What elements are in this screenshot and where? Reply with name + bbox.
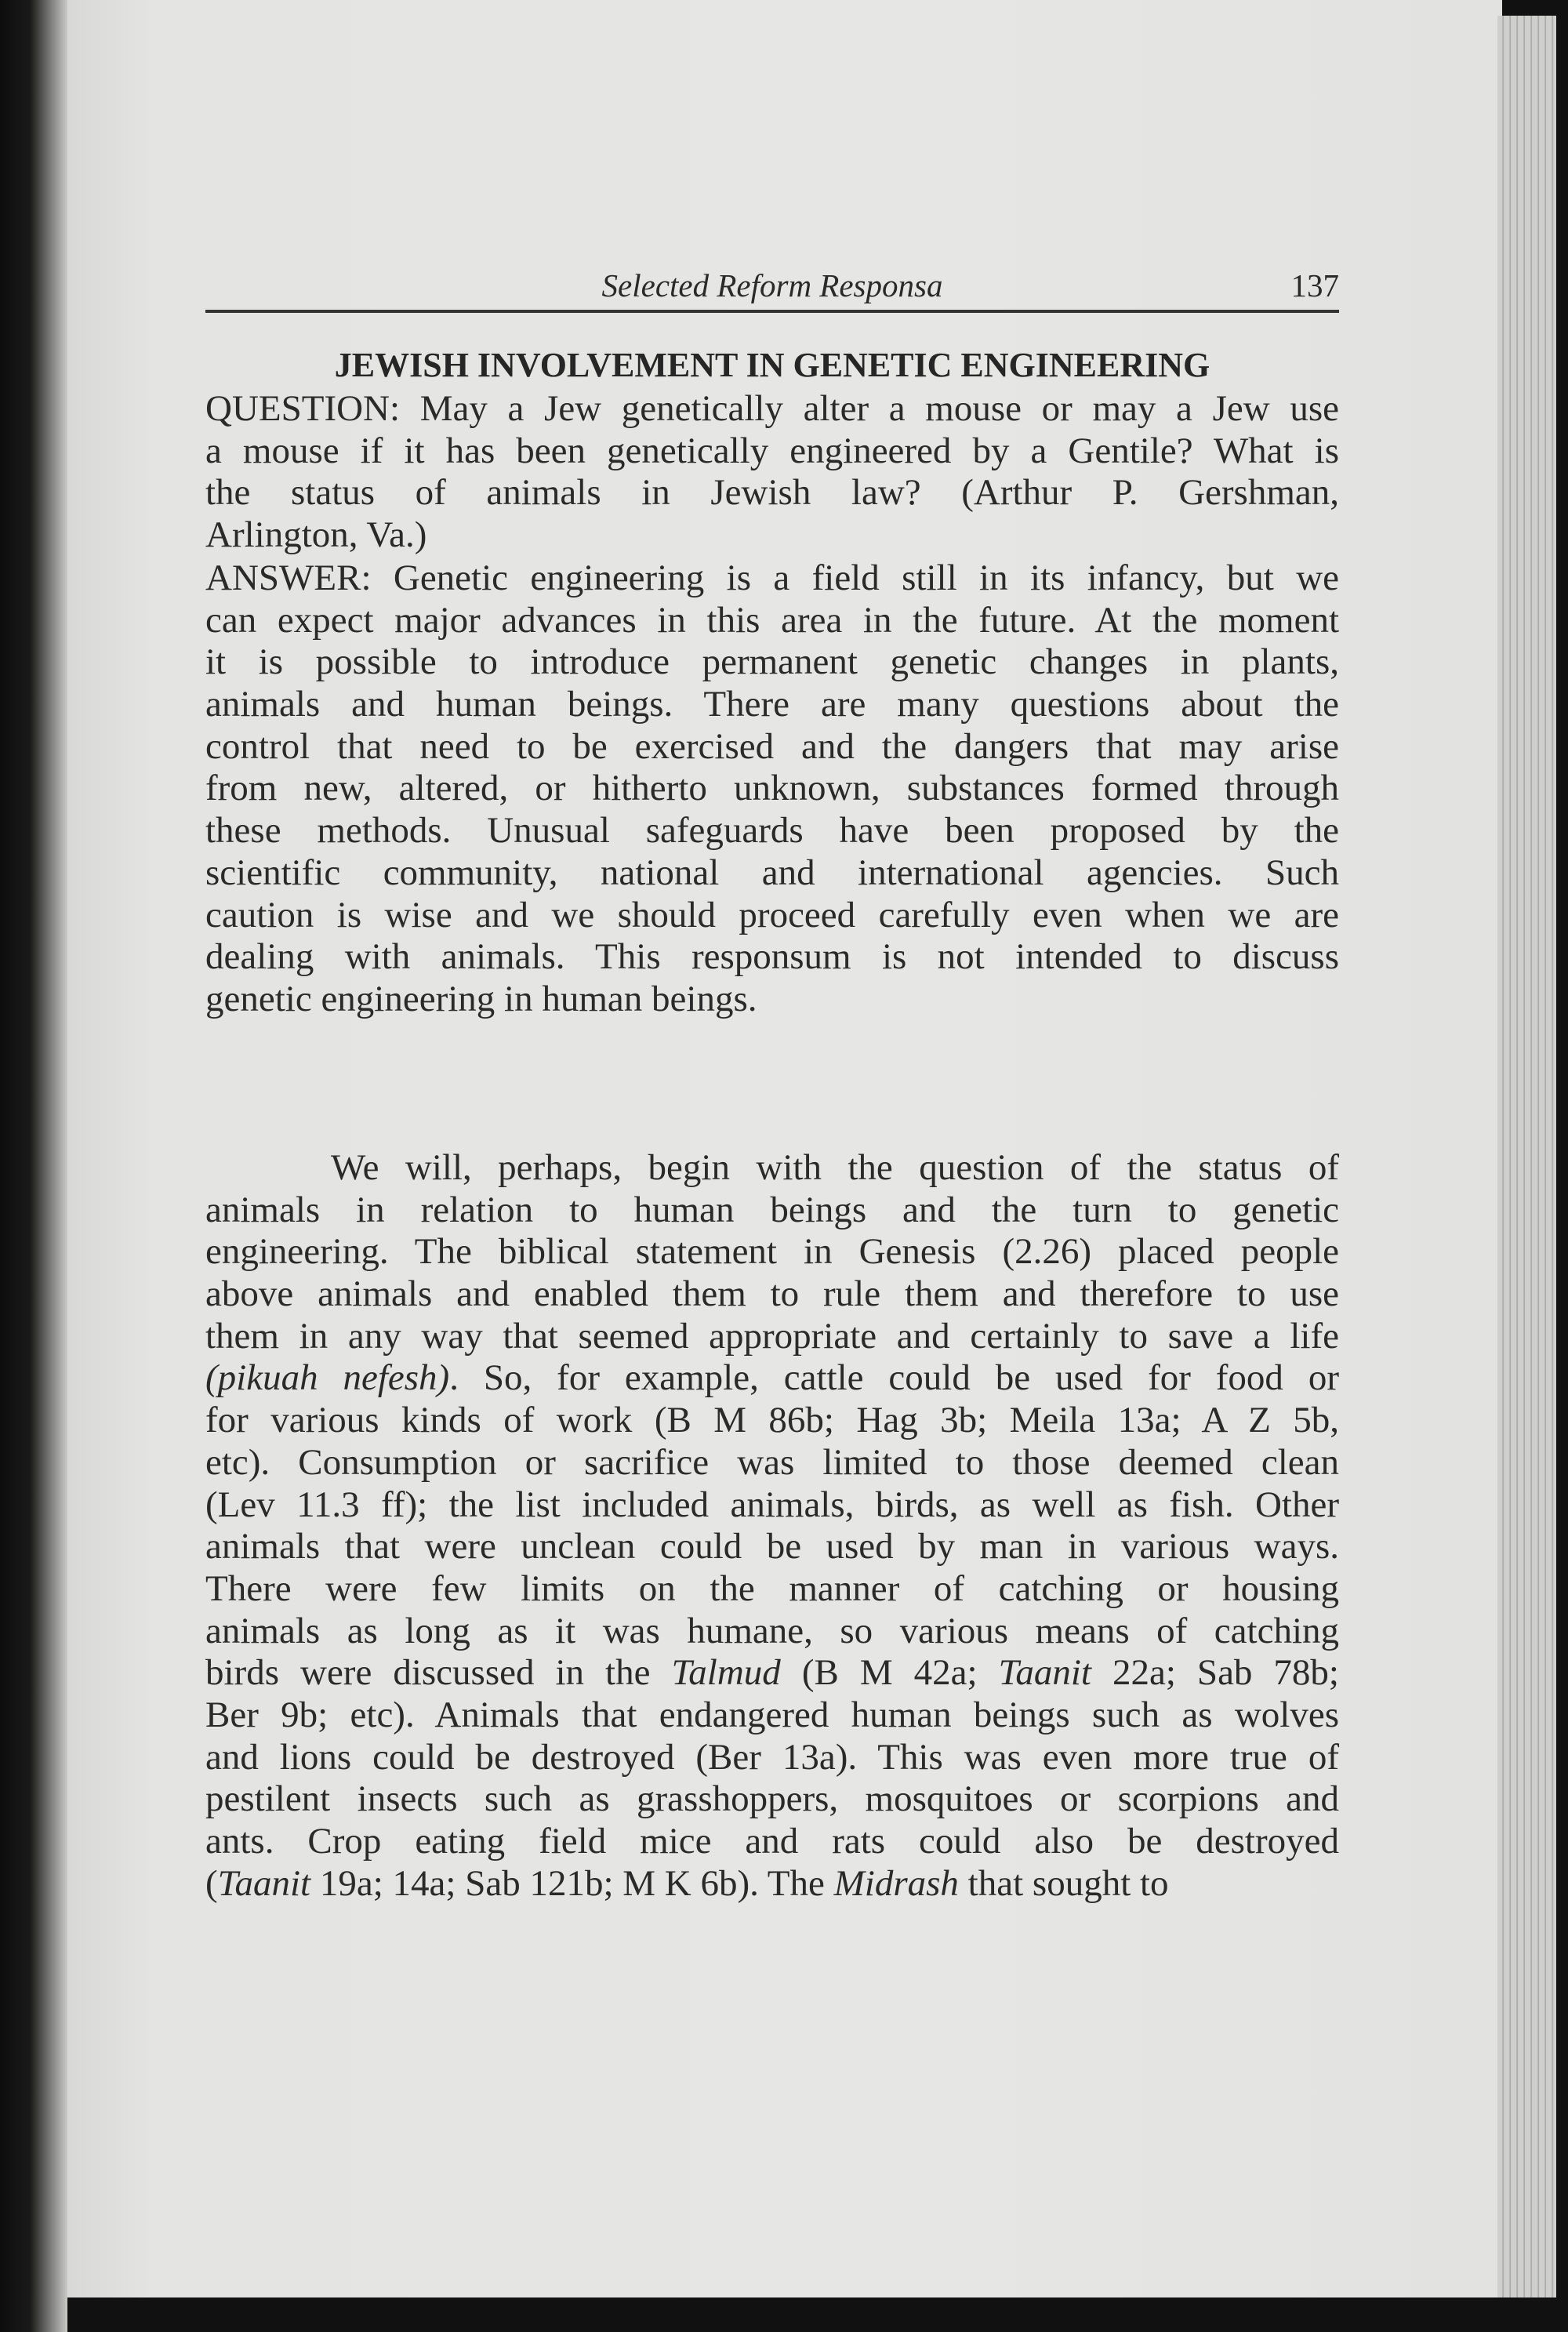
italic-term: Talmud [671,1652,781,1694]
text-line [205,936,1339,979]
text-line [205,1273,1339,1316]
header-rule [205,310,1339,313]
text-segment: them in any way that seemed appropriate and certainly to save a life [205,1315,1339,1357]
text-segment: that sought to [958,1862,1169,1904]
text-line [205,768,1339,810]
text-segment: ( [205,1862,218,1904]
text-line [205,388,1339,430]
text-line [205,1863,1339,1905]
text-segment: genetic engineering in human beings. [205,978,757,1019]
text-segment: dealing with animals. This responsum is not intended to discuss [205,936,1339,978]
text-segment: 22a; Sab 78b; [1091,1652,1339,1694]
text-segment: pestilent insects such as grasshoppers, mosquitoes or scorpions and [205,1778,1339,1820]
text-line [205,1526,1339,1568]
text-segment: QUESTION: May a Jew genetically alter a mouse or may a Jew use [205,388,1339,429]
text-line [205,1652,1339,1695]
text-segment: animals and human beings. There are many questions about the [205,684,1339,725]
text-line [205,430,1339,473]
text-segment: birds were discussed in the [205,1652,672,1694]
text-line [205,1442,1339,1484]
text-segment: ants. Crop eating field mice and rats could also be destroyed [205,1821,1339,1862]
text-line [205,979,1339,1021]
running-head-title: Selected Reform Responsa [601,267,943,303]
text-segment: Ber 9b; etc). Animals that endangered human beings such as wolves [205,1694,1339,1735]
text-segment: animals in relation to human beings and the turn to genetic [205,1189,1339,1230]
text-line [205,1611,1339,1653]
text-line [205,1484,1339,1527]
text-segment: can expect major advances in this area in the future. At the moment [205,599,1339,641]
text-line [205,1357,1339,1400]
italic-term: Taanit [217,1862,311,1904]
text-line [205,1695,1339,1737]
text-segment: these methods. Unusual safeguards have been proposed by the [205,810,1339,852]
text-line [205,600,1339,642]
text-line [205,726,1339,768]
text-segment: caution is wise and we should proceed carefully even when we are [205,894,1339,935]
answer-paragraph [205,558,1339,1021]
text-segment: from new, altered, or hitherto unknown, substances formed through [205,768,1339,809]
text-segment: and lions could be destroyed (Ber 13a). This was even more true of [205,1736,1339,1778]
text-segment: . So, for example, cattle could be used for food or [449,1357,1339,1399]
text-line [205,1778,1339,1821]
text-line [205,514,1339,557]
scan-border [1556,0,1568,2332]
text-segment: There were few limits on the manner of catching or housing [205,1567,1339,1609]
text-segment: (Lev 11.3 ff); the list included animals, birds, as well as fish. Other [205,1484,1339,1525]
text-segment: 19a; 14a; Sab 121b; M K 6b). The [310,1862,834,1904]
body-paragraph [205,1147,1339,1905]
text-line [205,810,1339,852]
text-segment: it is possible to introduce permanent genetic changes in plants, [205,641,1339,683]
text-line [205,1568,1339,1611]
text-segment: (B M 42a; [780,1652,999,1694]
text-segment: We will, perhaps, begin with the question of the status of [331,1147,1339,1188]
text-line [205,1400,1339,1442]
text-line [205,1190,1339,1232]
text-line [205,1821,1339,1863]
text-line [205,472,1339,514]
running-head [205,267,1339,306]
italic-term: Taanit [998,1652,1091,1694]
text-segment: the status of animals in Jewish law? (Arthur P. Gershman, [205,472,1339,514]
text-line [205,852,1339,895]
text-segment: for various kinds of work (B M 86b; Hag 3b; Meila 13a; A Z 5b, [205,1400,1339,1441]
text-segment: scientific community, national and international agencies. Such [205,852,1339,893]
text-line [205,895,1339,937]
text-line [205,1737,1339,1779]
text-line [205,1147,1339,1190]
text-segment: etc). Consumption or sacrifice was limited to those deemed clean [205,1441,1339,1483]
text-segment: control that need to be exercised and the dangers that may arise [205,725,1339,767]
text-segment: Arlington, Va.) [205,514,427,556]
text-line [205,684,1339,726]
italic-term: Midrash [833,1862,959,1904]
italic-term: (pikuah nefesh) [205,1357,450,1399]
text-line [205,558,1339,600]
text-segment: ANSWER: Genetic engineering is a field still in its infancy, but we [205,558,1339,598]
text-segment: above animals and enabled them to rule them and therefore to use [205,1273,1339,1315]
text-line [205,1316,1339,1358]
text-line [205,1231,1339,1273]
text-segment: animals as long as it was humane, so various means of catching [205,1610,1339,1651]
article-heading: JEWISH INVOLVEMENT IN GENETIC ENGINEERING [334,346,1210,384]
text-segment: animals that were unclean could be used by man in various ways. [205,1526,1339,1567]
text-line [205,641,1339,684]
page-stack-edges [1497,16,1560,2297]
text-segment: engineering. The biblical statement in Genesis (2.26) placed people [205,1231,1339,1273]
facing-page-edge [0,0,67,2332]
page-number: 137 [1290,267,1339,303]
question-paragraph [205,388,1339,557]
text-segment: a mouse if it has been genetically engineered by a Gentile? What is [205,430,1339,471]
